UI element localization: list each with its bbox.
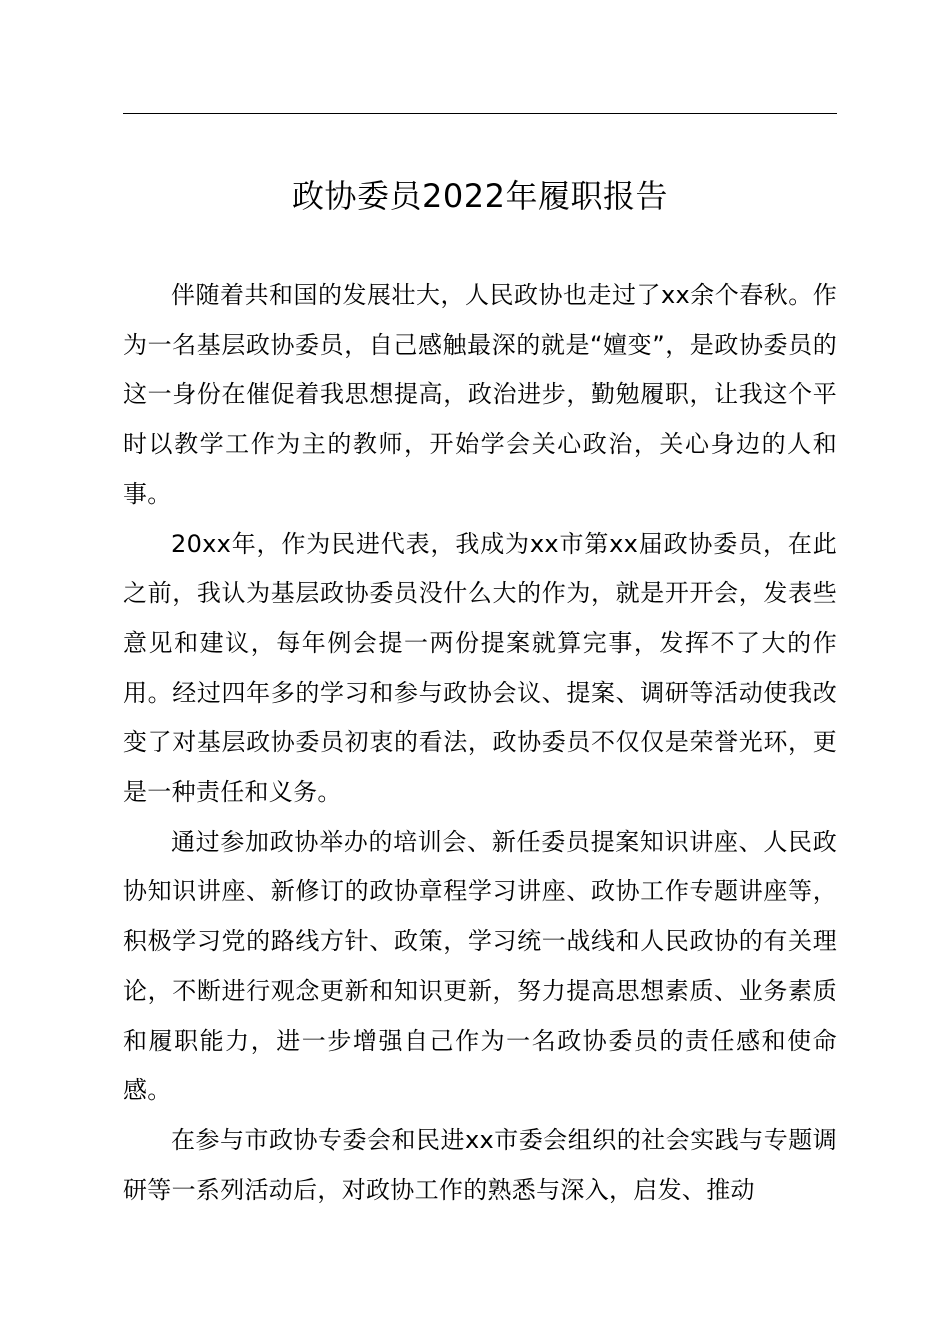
- document-title: 政协委员2022年履职报告: [292, 177, 668, 215]
- header-rule: [123, 113, 837, 114]
- paragraph-2: 20xx年，作为民进代表，我成为xx市第xx届政协委员，在此之前，我认为基层政协委员没什么大的作为，就是开开会，发表些意见和建议，每年例会提一两份提案就算完事，发挥不了大的作用。经过四年多的学习和参与政协会议、提案、调研等活动使我改变了对基层政协委员初衷的看法，政协委员不仅仅是荣誉光环，更是一种责任和义务。: [123, 529, 837, 807]
- paragraph-1: 伴随着共和国的发展壮大，人民政协也走过了xx余个春秋。作为一名基层政协委员，自己感触最深的就是“嬗变”，是政协委员的这一身份在催促着我思想提高，政治进步，勤勉履职，让我这个平时以教学工作为主的教师，开始学会关心政治，关心身边的人和事。: [123, 281, 837, 508]
- document-body: [123, 271, 837, 1215]
- paragraph-4: 在参与市政协专委会和民进xx市委会组织的社会实践与专题调研等一系列活动后，对政协工作的熟悉与深入，启发、推动: [123, 1125, 837, 1204]
- paragraph-3: 通过参加政协举办的培训会、新任委员提案知识讲座、人民政协知识讲座、新修订的政协章程学习讲座、政协工作专题讲座等，积极学习党的路线方针、政策，学习统一战线和人民政协的有关理论，不断进行观念更新和知识更新，努力提高思想素质、业务素质和履职能力，进一步增强自己作为一名政协委员的责任感和使命感。: [123, 827, 837, 1105]
